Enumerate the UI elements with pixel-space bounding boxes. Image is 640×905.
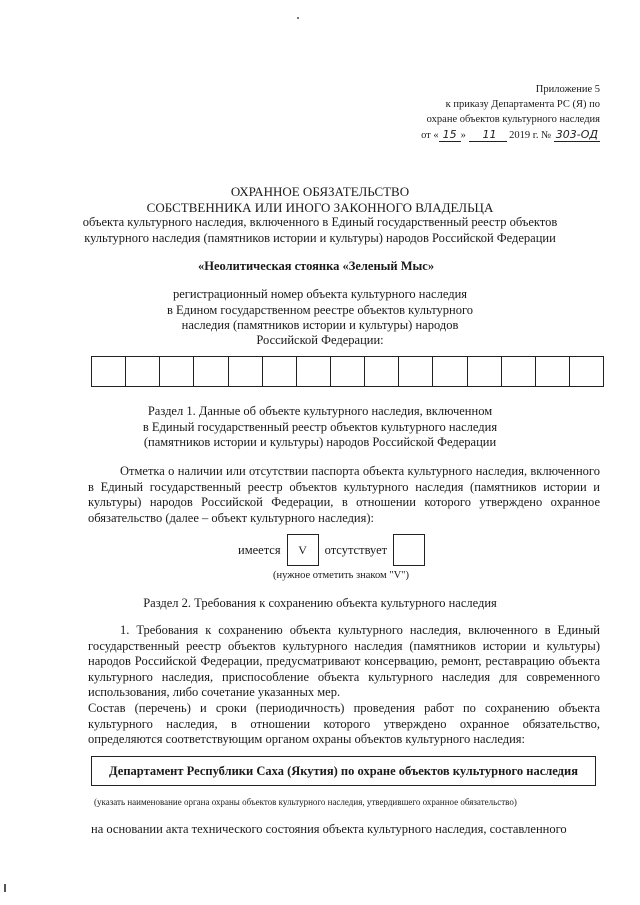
annex-day: 15 xyxy=(439,128,461,142)
reg-cell xyxy=(433,357,467,386)
object-name: «Неолитическая стоянка «Зеленый Мыс» xyxy=(198,259,435,273)
annex-date-prefix: от « xyxy=(421,130,439,141)
section2-heading: Раздел 2. Требования к сохранению объекта культурного наследия xyxy=(143,596,497,610)
reg-cell xyxy=(92,357,126,386)
passport-has-checkbox[interactable]: V xyxy=(287,534,319,566)
annex-number: 303-ОД xyxy=(555,128,598,141)
passport-check-row xyxy=(238,534,431,566)
department-note: (указать наименование органа охраны объектов культурного наследия, утвердившего охранное обязательство) xyxy=(94,797,517,807)
title-line-3: объекта культурного наследия, включенного в Единый государственный реестр объектов xyxy=(82,215,558,229)
annex-date-mid: » xyxy=(460,130,466,141)
passport-none-label: отсутствует xyxy=(324,542,388,557)
annex-line-2: к приказу Департамента РС (Я) по xyxy=(445,99,600,110)
passport-note: (нужное отметить знаком "V") xyxy=(273,570,409,581)
reg-cell xyxy=(502,357,536,386)
reg-cell xyxy=(468,357,502,386)
annex-line-3: охране объектов культурного наследия xyxy=(426,114,600,125)
reg-cell xyxy=(229,357,263,386)
section1-line-3: (памятников истории и культуры) народов Российской Федерации xyxy=(143,435,497,449)
title-line-1: ОХРАННОЕ ОБЯЗАТЕЛЬСТВО xyxy=(230,184,410,199)
annex-header xyxy=(360,82,600,143)
reg-cell xyxy=(570,357,603,386)
reg-number-line-3: наследия (памятников истории и культуры) народов xyxy=(181,318,459,332)
reg-cell xyxy=(194,357,228,386)
department-box: Департамент Республики Саха (Якутия) по охране объектов культурного наследия xyxy=(91,756,596,786)
reg-cell xyxy=(126,357,160,386)
passport-none-checkbox[interactable] xyxy=(393,534,425,566)
reg-cell xyxy=(263,357,297,386)
reg-number-line-2: в Едином государственном реестре объектов культурного xyxy=(166,303,474,317)
reg-cell xyxy=(160,357,194,386)
section1-line-1: Раздел 1. Данные об объекте культурного наследия, включенном xyxy=(147,404,493,418)
reg-cell xyxy=(297,357,331,386)
title-line-4: культурного наследия (памятников истории и культуры) народов Российской Федерации xyxy=(84,231,556,245)
title-line-2: СОБСТВЕННИКА ИЛИ ИНОГО ЗАКОННОГО ВЛАДЕЛЬЦА xyxy=(146,200,494,215)
registration-number-grid xyxy=(91,356,604,387)
annex-line-1: Приложение 5 xyxy=(535,84,600,95)
passport-has-label: имеется xyxy=(238,542,281,557)
section1-line-2: в Единый государственный реестр объектов культурного наследия xyxy=(142,420,498,434)
requirement-1: 1. Требования к сохранению объекта культурного наследия, включенного в Единый государственный реестр объектов культурного наследия (памятников истории и культуры) народов Российской Федерации, предусматривают консервацию, ремонт, реставрацию объекта культурного наследия, приспособление объекта культурного наследия для современного использования, либо сочетание указанных мер. xyxy=(88,623,600,699)
annex-year: 2019 г. № xyxy=(509,130,552,141)
annex-date-line xyxy=(360,127,600,143)
annex-month: 11 xyxy=(469,128,507,142)
passport-paragraph: Отметка о наличии или отсутствии паспорта объекта культурного наследия, включенного в Единый государственный реестр объектов культурного наследия (памятников истории и культуры) народов Российской Федерации, в отношении которого утверждено охранное обязательство (далее – объект культурного наследия): xyxy=(88,464,600,525)
scan-artifact-dot xyxy=(297,17,299,19)
reg-cell xyxy=(399,357,433,386)
reg-cell xyxy=(536,357,570,386)
basis-line: на основании акта технического состояния объекта культурного наследия, составленного xyxy=(91,822,567,836)
scan-artifact-mark xyxy=(4,884,6,892)
reg-cell xyxy=(365,357,399,386)
reg-number-line-4: Российской Федерации: xyxy=(256,333,384,347)
requirement-2: Состав (перечень) и сроки (периодичность) проведения работ по сохранению объекта культурного наследия, в отношении которого утверждено охранное обязательство, определяются соответствующим органом охраны объектов культурного наследия: xyxy=(88,701,600,746)
reg-cell xyxy=(331,357,365,386)
reg-number-line-1: регистрационный номер объекта культурного наследия xyxy=(172,287,468,301)
